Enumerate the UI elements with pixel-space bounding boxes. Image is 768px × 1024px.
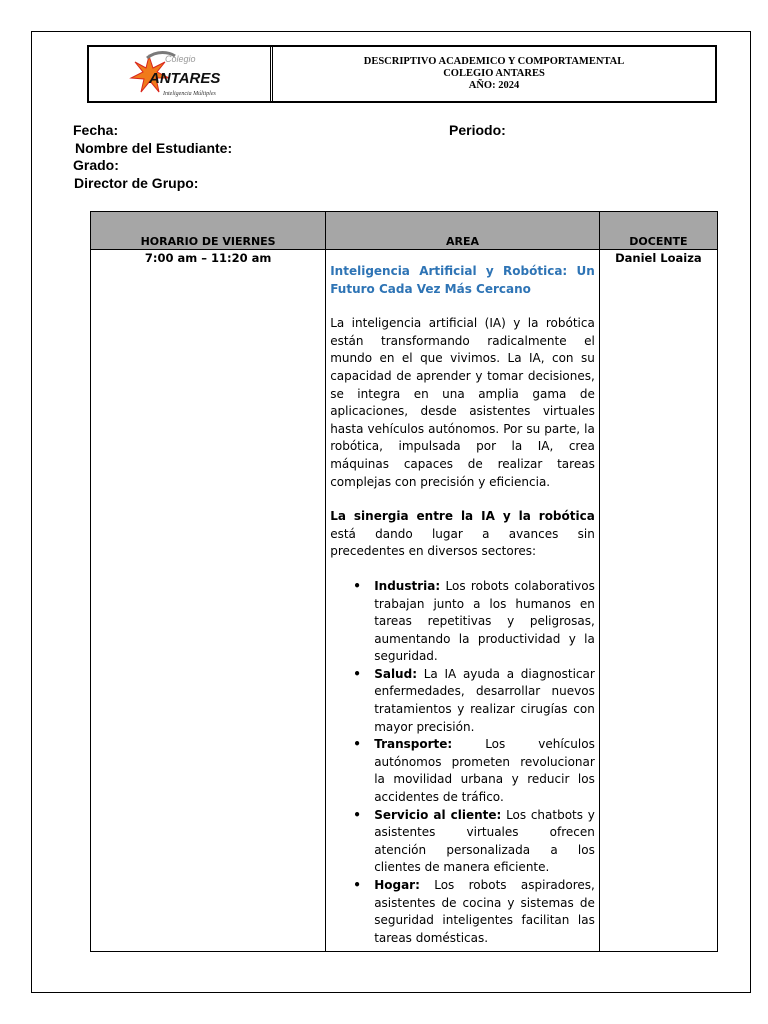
bullet-icon: • [353, 578, 361, 593]
document-title [273, 47, 715, 101]
cell-docente: Daniel Loaiza [599, 250, 717, 952]
field-director: Director de Grupo: [74, 174, 199, 191]
cell-area [326, 250, 600, 952]
field-periodo: Periodo: [449, 122, 506, 138]
table-row [91, 250, 718, 952]
school-logo [89, 47, 273, 101]
title-line-3: AÑO: 2024 [468, 80, 520, 91]
document-header [87, 45, 717, 103]
list-item: • Industria: Los robots colaborativos trabajan junto a los humanos en tareas repetitivas y peligrosas, aumentando la productividad y la seguridad. [353, 578, 595, 664]
sector-list [330, 578, 595, 947]
bullet-icon: • [353, 807, 361, 822]
synergy-rest: está dando lugar a avances sin precedentes en diversos sectores: [330, 526, 595, 559]
title-line-1: DESCRIPTIVO ACADEMICO Y COMPORTAMENTAL [363, 56, 625, 67]
list-item: • Servicio al cliente: Los chatbots y asistentes virtuales ofrecen atención personalizada a los clientes de manera eficiente. [353, 807, 595, 875]
area-intro: La inteligencia artificial (IA) y la robótica están transformando radicalmente el mundo en el que vivimos. La IA, con su capacidad de aprender y tomar decisiones, se integra en una amplia gama de aplicaciones, desde asistentes virtuales hasta vehículos autónomos. Por su parte, la robótica, impulsada por la IA, crea máquinas capaces de realizar tareas complejas con precisión y eficiencia. [330, 316, 595, 489]
field-fecha: Fecha: [73, 122, 119, 138]
student-fields [73, 122, 673, 192]
list-item: • Transporte: Los vehículos autónomos prometen revolucionar la movilidad urbana y reducir los accidentes de tráfico. [353, 737, 595, 805]
field-grado: Grado: [73, 157, 119, 173]
bullet-icon: • [353, 666, 361, 681]
logo-line1: Colegio [165, 54, 196, 64]
field-nombre: Nombre del Estudiante: [75, 139, 233, 156]
list-item: • Hogar: Los robots aspiradores, asistentes de cocina y sistemas de seguridad inteligentes facilitan las tareas domésticas. [353, 878, 595, 945]
header-docente: DOCENTE [599, 212, 717, 250]
header-area: AREA [326, 212, 600, 250]
logo-line3: Inteligencia Múltiples [163, 91, 216, 97]
cell-horario: 7:00 am – 11:20 am [91, 250, 326, 952]
antares-star-icon [129, 50, 239, 98]
list-item: • Salud: La IA ayuda a diagnosticar enfermedades, desarrollar nuevos tratamientos y realizar cirugías con mayor precisión. [353, 666, 595, 734]
bullet-icon: • [353, 737, 361, 752]
title-line-2: COLEGIO ANTARES [443, 68, 545, 79]
area-title: Inteligencia Artificial y Robótica: Un Futuro Cada Vez Más Cercano [330, 264, 595, 296]
area-synergy [330, 508, 595, 561]
header-horario: HORARIO DE VIERNES [91, 212, 326, 250]
synergy-bold: La sinergia entre la IA y la robótica [330, 509, 595, 524]
logo-line2: ANTARES [149, 70, 221, 87]
bullet-icon: • [353, 878, 361, 892]
schedule-table [90, 211, 718, 952]
